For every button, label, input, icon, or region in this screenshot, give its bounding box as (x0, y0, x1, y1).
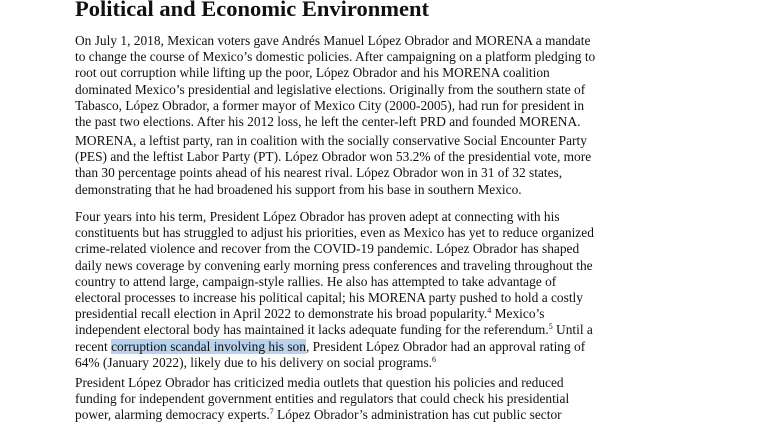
line-text: power, alarming democracy experts. (75, 407, 270, 423)
paragraph-4 (75, 375, 675, 423)
text-line (75, 407, 675, 423)
section-heading: Political and Economic Environment (75, 0, 429, 21)
line-text: independent electoral body has maintained it lacks adequate funding for the referendum. (75, 322, 549, 338)
line-text: Until a (552, 322, 593, 338)
text-line: daily news coverage by convening early morning press conferences and traveling throughout the (75, 257, 593, 273)
text-line: dominated Mexico’s presidential and legislative elections. Originally from the southern state of (75, 81, 586, 97)
text-line: President López Obrador has criticized media outlets that question his policies and reduced (75, 375, 564, 390)
footnote-ref-6[interactable]: 6 (432, 354, 437, 364)
text-line (75, 306, 675, 322)
text-line: root out corruption while lifting up the poor, López Obrador and his MORENA coalition (75, 65, 550, 81)
line-text: 64% (January 2022), likely due to his delivery on social programs. (75, 354, 433, 370)
text-line: MORENA, a leftist party, ran in coalition with the socially conservative Social Encounter Party (75, 133, 587, 148)
text-line: to change the course of Mexico’s domestic policies. After campaigning on a platform pledging to (75, 49, 596, 65)
text-line (75, 339, 675, 355)
line-text: Mexico’s (491, 306, 545, 322)
text-line: country to attend large, campaign-style rallies. He also has attempted to take advantage of (75, 273, 557, 289)
text-line: On July 1, 2018, Mexican voters gave Andrés Manuel López Obrador and MORENA a mandate (75, 33, 591, 48)
text-line (75, 322, 675, 338)
selected-text-highlight[interactable]: corruption scandal involving his son (111, 338, 306, 354)
text-line: (PES) and the leftist Labor Party (PT). López Obrador won 53.2% of the presidential vote, more (75, 149, 592, 165)
text-line: constituents but has struggled to adjust his priorities, even as Mexico has yet to reduce organized (75, 225, 594, 241)
text-line: electoral processes to increase his political capital; his MORENA party pushed to hold a costly (75, 289, 583, 305)
footnote-ref-7[interactable]: 7 (269, 407, 274, 417)
text-line (75, 355, 675, 371)
text-line: than 30 percentage points ahead of his nearest rival. López Obrador won in 31 of 32 states, (75, 165, 563, 181)
paragraph-3 (75, 209, 675, 371)
line-text: presidential recall election in April 2022 to demonstrate his broad popularity. (75, 306, 488, 322)
footnote-ref-4[interactable]: 4 (487, 306, 492, 316)
line-text: , President López Obrador had an approval rating of (305, 338, 586, 354)
text-line: crime-related violence and recover from the COVID-19 pandemic. López Obrador has shaped (75, 241, 580, 257)
paragraph-2 (75, 133, 675, 198)
text-line: Four years into his term, President López Obrador has proven adept at connecting with his (75, 209, 560, 224)
paragraph-1 (75, 33, 675, 130)
line-text: recent (75, 338, 112, 354)
text-line: the past two elections. After his 2012 loss, he left the center-left PRD and founded MORENA. (75, 113, 581, 129)
text-line: funding for independent government entities and regulators that could check his presidential (75, 391, 570, 407)
text-line: Tabasco, López Obrador, a former mayor of Mexico City (2000-2005), had run for president in (75, 97, 585, 113)
text-line: demonstrating that he had broadened his support from his base in southern Mexico. (75, 181, 522, 197)
line-text: López Obrador’s administration has cut public sector (273, 407, 562, 423)
footnote-ref-5[interactable]: 5 (548, 322, 553, 332)
